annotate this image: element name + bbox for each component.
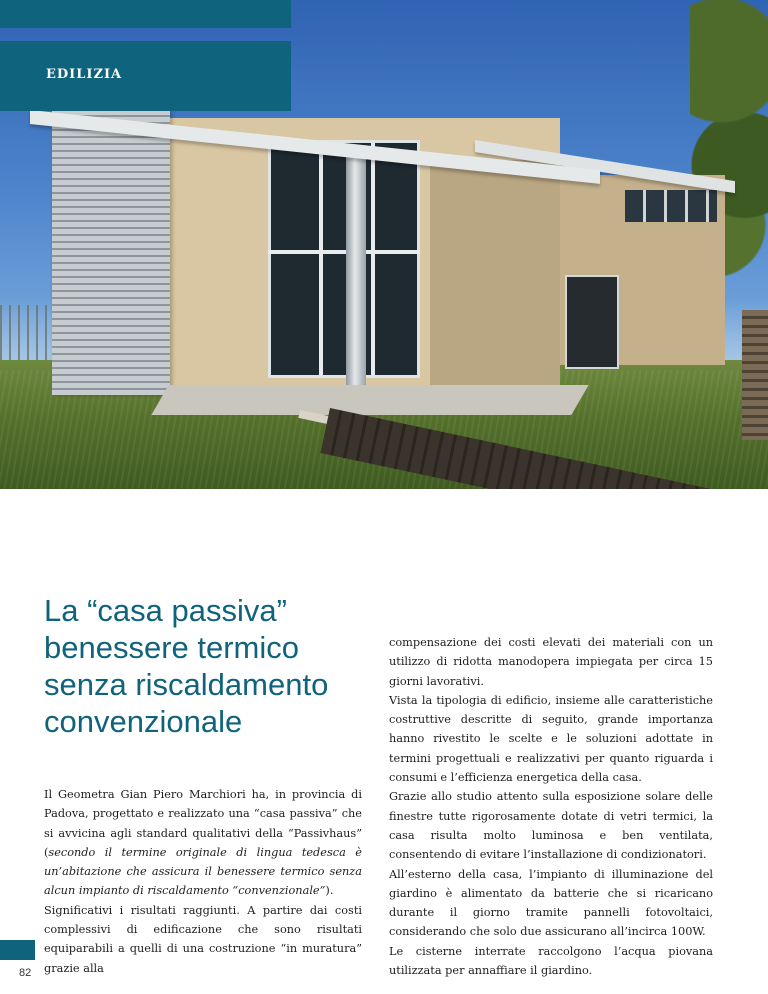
footer-accent-bar [0, 940, 35, 960]
house-window-transom [268, 250, 420, 254]
house-column [346, 150, 366, 395]
house-door [565, 275, 619, 369]
house-terrace [151, 385, 588, 415]
section-tag [0, 41, 291, 111]
house-window-strip [625, 190, 717, 222]
intro-text-end: ). [325, 884, 334, 898]
paragraph-costs: compensazione dei costi elevati dei materiali con un utilizzo di ridotta manodopera impiegata per circa 15 giorni lavorativi. [389, 636, 713, 688]
paragraph-energy: Vista la tipologia di edificio, insieme alle caratteristiche costruttive descritte di seguito, grande importanza hanno rivestito le scelte e le soluzioni adottate in termini progettuali e realizzativi per quanto riguarda i consumi e l’efficienza energetica della casa. [389, 693, 713, 785]
house-louver-cladding [52, 110, 170, 395]
article-column-right [389, 633, 713, 980]
section-label: EDILIZIA [46, 67, 123, 82]
page-number: 82 [19, 967, 32, 979]
article-column-left [44, 785, 362, 978]
paragraph-results: Significativi i risultati raggiunti. A partire dai costi complessivi di edificazione che sono risultati equiparabili a quelli di una costruzione “in muratura” grazie alla [44, 903, 362, 975]
header-bar [0, 0, 291, 28]
house-window-frames [268, 140, 420, 378]
wood-post-stack [742, 310, 768, 440]
house-wall-shadow [430, 160, 560, 390]
paragraph-windows: Grazie allo studio attento sulla esposizione solare delle finestre tutte rigorosamente dotate di vetri termici, la casa risulta molto luminosa e ben ventilata, consentendo di evitare l’installazione di condizionatori. [389, 790, 713, 862]
intro-text: Il Geometra Gian Piero Marchiori ha, in provincia di Padova, progettato e realizzato una “casa passiva” che si avvicina agli standard qualitativi della “Passivhaus” ( [44, 788, 362, 859]
paragraph-lighting: All’esterno della casa, l’impianto di illuminazione del giardino è alimentato da batterie che si ricaricano durante il giorno tramite pannelli fotovoltaici, considerando che solo due assicurano all’incirca 100W. [389, 867, 713, 939]
paragraph-rainwater: Le cisterne interrate raccolgono l’acqua piovana utilizzata per annaffiare il giardino. [389, 944, 713, 978]
article-title: La “casa passiva” benessere termico senza riscaldamento convenzionale [44, 593, 329, 739]
paragraph-intro [44, 785, 362, 901]
intro-italic-text: secondo il termine originale di lingua tedesca è un’abitazione che assicura il benessere termico senza alcun impianto di riscaldamento “convenzionale” [44, 845, 362, 898]
